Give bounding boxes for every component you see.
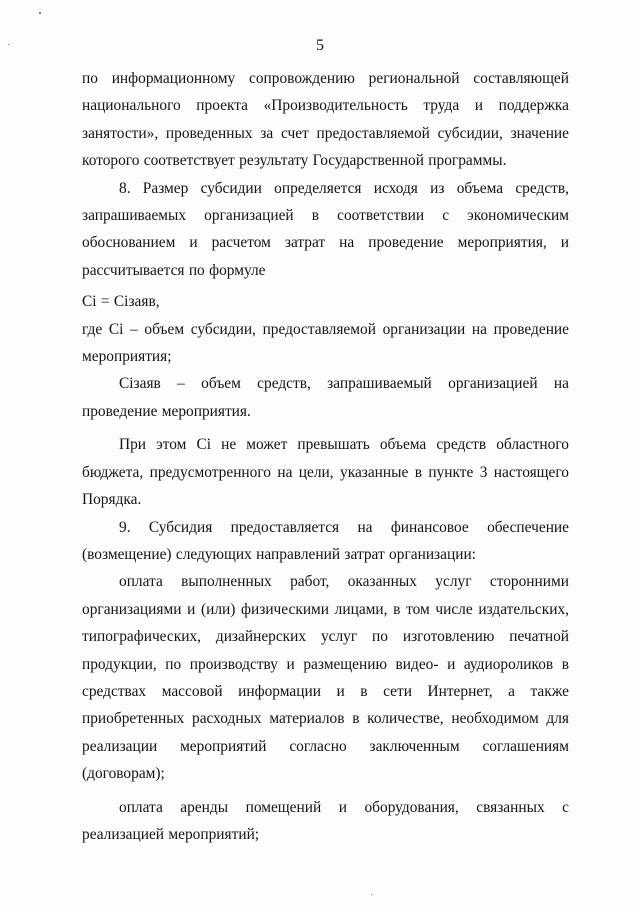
scan-speck bbox=[371, 894, 372, 895]
document-body bbox=[82, 65, 569, 848]
paragraph-continuation: по информационному сопровождению региональной составляющей национального проекта «Производительность труда и поддержка занятости», проведенных за счет предоставляемой субсидии, значение которого соответствует результату Государственной программы. bbox=[82, 70, 569, 170]
paragraph-expense-works: оплата выполненных работ, оказанных услуг сторонними организациями и (или) физическими лицами, в том числе издательских, типографических, дизайнерских услуг по изготовлению печатной продукции, по производству и размещению видео- и аудиороликов в средствах массовой информации и в сети Интернет, а также приобретенных расходных материалов в количестве, необходимом для реализации мероприятий согласно заключенным соглашениям (договорам); bbox=[82, 573, 569, 783]
page-number: 5 bbox=[316, 37, 324, 54]
paragraph-item-9: 9. Субсидия предоставляется на финансовое обеспечение (возмещение) следующих направлений затрат организации: bbox=[82, 518, 569, 563]
formula: Ci = Ciзаяв, bbox=[82, 293, 160, 311]
paragraph-definition-ciz: Ciзаяв – объем средств, запрашиваемый организацией на проведение мероприятия. bbox=[82, 375, 569, 420]
paragraph-item-8: 8. Размер субсидии определяется исходя из объема средств, запрашиваемых организацией в соответствии с экономическим обоснованием и расчетом затрат на проведение мероприятия, и рассчитывается по формуле bbox=[82, 179, 569, 279]
paragraph-limit: При этом Ci не может превышать объема средств областного бюджета, предусмотренного на цели, указанные в пункте 3 настоящего Порядка. bbox=[82, 436, 569, 509]
paragraph-expense-rent: оплата аренды помещений и оборудования, связанных с реализацией мероприятий; bbox=[82, 798, 569, 843]
paragraph-definition-ci: где Ci – объем субсидии, предоставляемой организации на проведение мероприятия; bbox=[82, 320, 569, 366]
scan-speck bbox=[39, 12, 41, 14]
